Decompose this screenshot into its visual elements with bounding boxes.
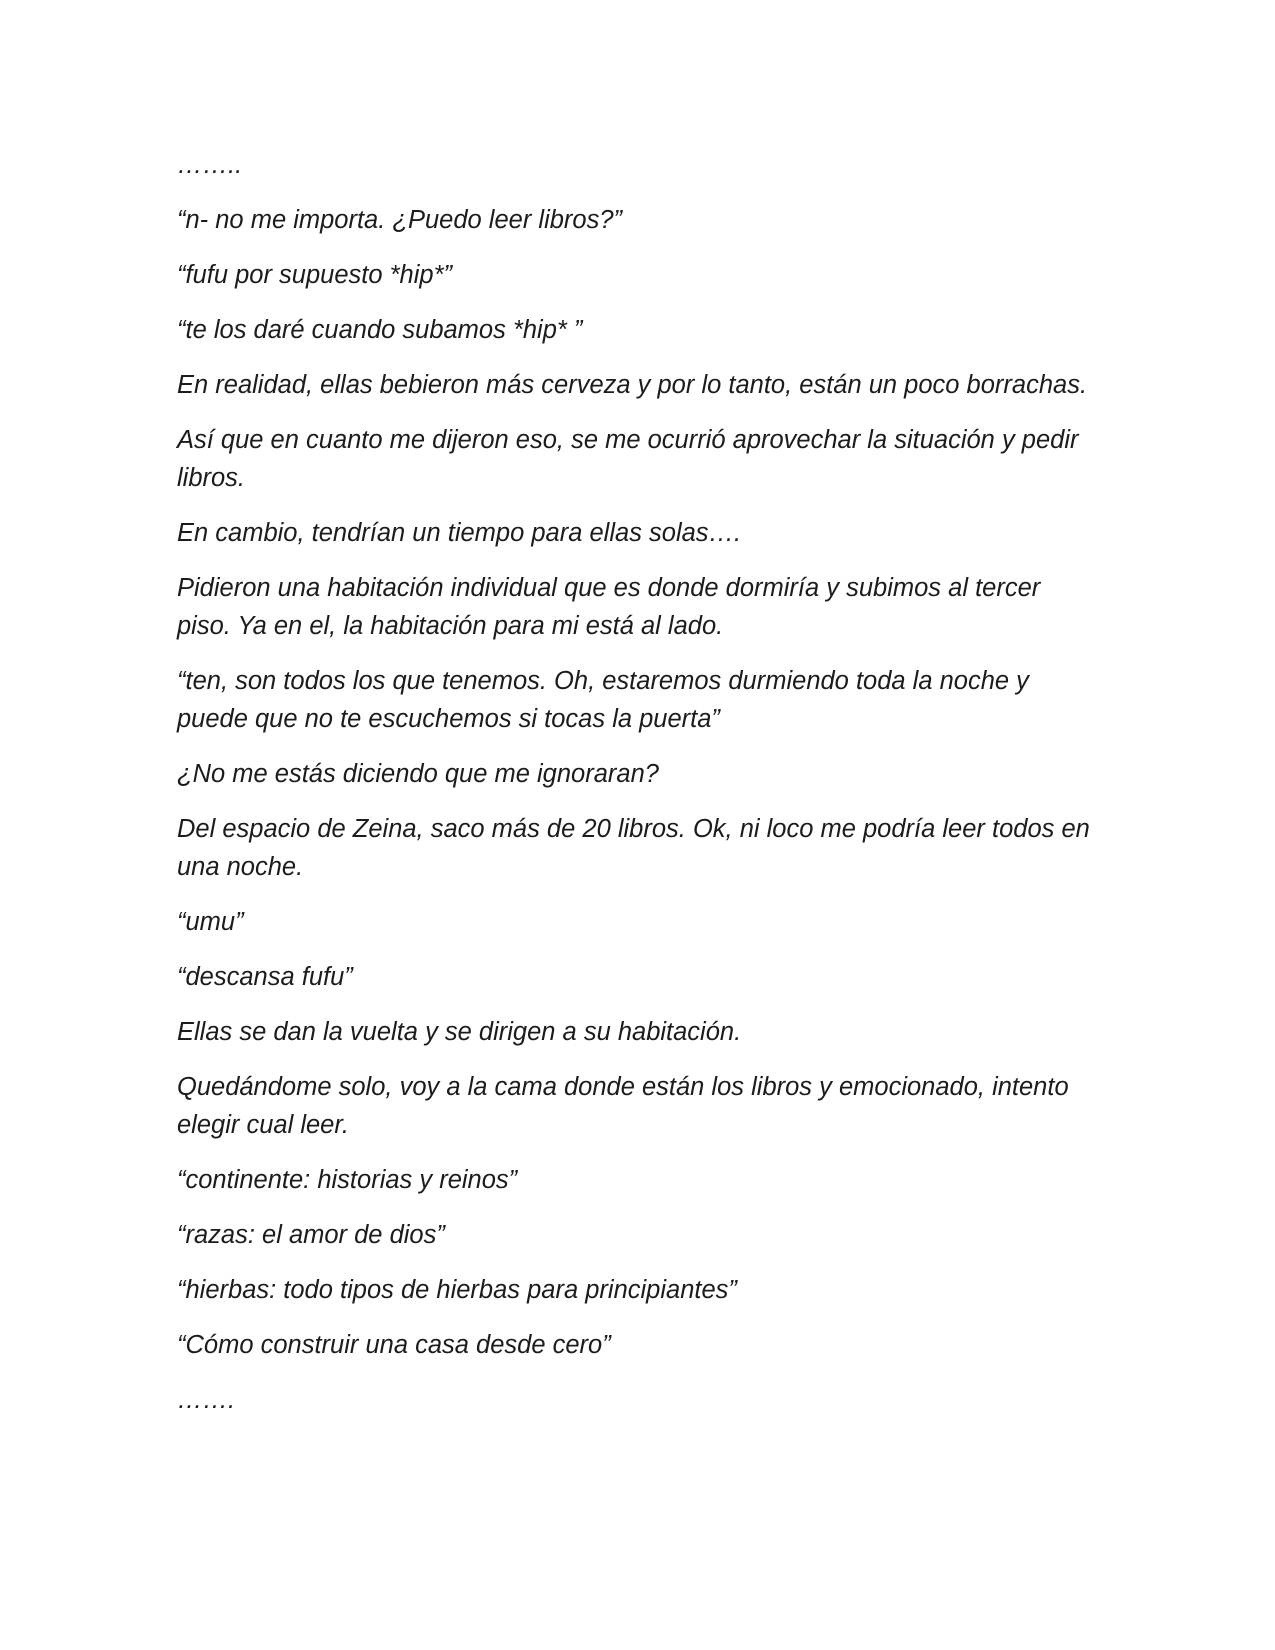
paragraph-narration: Ellas se dan la vuelta y se dirigen a su habitación. [177,1018,742,1046]
paragraph-narration: En realidad, ellas bebieron más cerveza y por lo tanto, están un poco borrachas. [177,371,1088,399]
paragraph-dialogue: “n- no me importa. ¿Puedo leer libros?” [177,206,623,234]
paragraph-narration: En cambio, tendrían un tiempo para ellas solas…. [177,519,742,547]
paragraph-dialogue: “umu” [177,908,244,936]
paragraph-narration: ¿No me estás diciendo que me ignoraran? [177,760,659,788]
paragraph-dialogue: “descansa fufu” [177,963,353,991]
paragraph-ellipsis-end: ……. [177,1386,236,1414]
paragraph-book-title: “hierbas: todo tipos de hierbas para principiantes” [177,1276,737,1304]
paragraph-narration: Pidieron una habitación individual que es donde dormiría y subimos al tercer piso. Ya en el, la habitación para mi está al lado. [177,574,1041,640]
paragraph-dialogue: “fufu por supuesto *hip*” [177,261,452,289]
paragraph-ellipsis-start: …….. [177,151,243,179]
paragraph-book-title: “Cómo construir una casa desde cero” [177,1331,611,1359]
paragraph-narration: Del espacio de Zeina, saco más de 20 libros. Ok, ni loco me podría leer todos en una noche. [177,815,1090,881]
paragraph-dialogue: “ten, son todos los que tenemos. Oh, estaremos durmiendo toda la noche y puede que no te escuchemos si tocas la puerta” [177,667,1029,733]
document-body [177,146,1097,1436]
paragraph-narration: Quedándome solo, voy a la cama donde están los libros y emocionado, intento elegir cual leer. [177,1073,1069,1139]
paragraph-book-title: “razas: el amor de dios” [177,1221,445,1249]
paragraph-narration: Así que en cuanto me dijeron eso, se me ocurrió aprovechar la situación y pedir libros. [177,426,1079,492]
paragraph-book-title: “continente: historias y reinos” [177,1166,518,1194]
paragraph-dialogue: “te los daré cuando subamos *hip* ” [177,316,583,344]
